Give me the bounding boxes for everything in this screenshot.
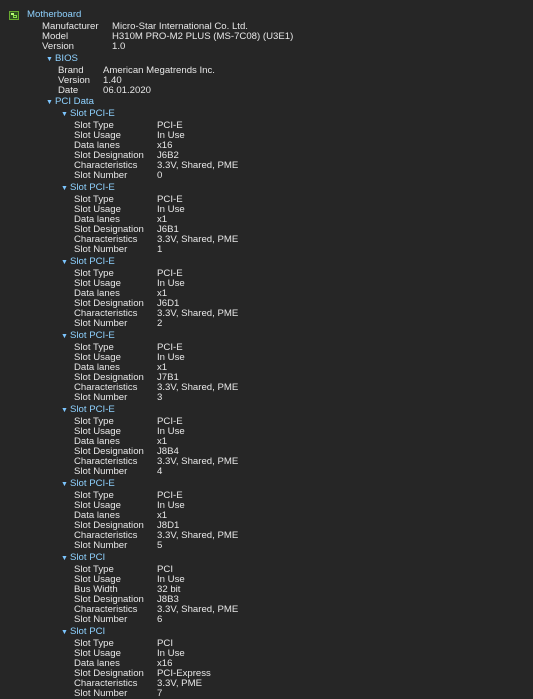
- version-label: Version: [42, 41, 74, 52]
- pci-data-title: PCI Data: [55, 96, 94, 107]
- slot-field-value: 1: [157, 244, 163, 255]
- slot-group[interactable]: [61, 183, 115, 193]
- slot-field-label: Data lanes: [74, 288, 120, 299]
- slot-field-value: 3.3V, Shared, PME: [157, 382, 239, 393]
- slot-field-value: PCI-E: [157, 268, 183, 279]
- slot-group[interactable]: [61, 109, 115, 119]
- expand-arrow-icon[interactable]: ▼: [61, 481, 68, 488]
- slot-field-value: 3.3V, Shared, PME: [157, 530, 239, 541]
- manufacturer-value: Micro-Star International Co. Ltd.: [112, 21, 248, 32]
- slot-field-label: Slot Type: [74, 268, 114, 279]
- slot-field-value: PCI-E: [157, 490, 183, 501]
- slot-field-value: In Use: [157, 352, 185, 363]
- slot-field-value: 3.3V, PME: [157, 678, 202, 689]
- bios-date-value: 06.01.2020: [103, 85, 152, 96]
- slot-field-value: PCI: [157, 564, 173, 575]
- slot-field-label: Slot Designation: [74, 594, 144, 605]
- slot-field-label: Slot Usage: [74, 648, 121, 659]
- expand-arrow-icon[interactable]: ▼: [46, 99, 53, 106]
- slot-field-value: In Use: [157, 648, 185, 659]
- slot-field-value: 3.3V, Shared, PME: [157, 308, 239, 319]
- motherboard-title[interactable]: [27, 10, 81, 20]
- slot-group[interactable]: [61, 405, 115, 415]
- slot-field-value: J6B1: [157, 224, 179, 235]
- slot-field-value: 3.3V, Shared, PME: [157, 160, 239, 171]
- slot-field-value: PCI-Express: [157, 668, 211, 679]
- slot-group[interactable]: [61, 331, 115, 341]
- bios-group[interactable]: [46, 54, 78, 64]
- slot-title: Slot PCI-E: [70, 108, 115, 119]
- slot-field-value: J7B1: [157, 372, 179, 383]
- slot-field-label: Characteristics: [74, 456, 138, 467]
- slot-field-value: In Use: [157, 278, 185, 289]
- bios-brand-value: American Megatrends Inc.: [103, 65, 215, 76]
- slot-title: Slot PCI: [70, 626, 106, 637]
- slot-field-value: 32 bit: [157, 584, 181, 595]
- slot-field-value: 3.3V, Shared, PME: [157, 234, 239, 245]
- slot-field-label: Slot Number: [74, 244, 128, 255]
- slot-field-label: Slot Type: [74, 194, 114, 205]
- slot-field-label: Slot Usage: [74, 352, 121, 363]
- slot-field-label: Slot Number: [74, 540, 128, 551]
- slot-group[interactable]: [61, 257, 115, 267]
- slot-field-value: In Use: [157, 500, 185, 511]
- slot-field-label: Slot Designation: [74, 150, 144, 161]
- slot-field-label: Slot Usage: [74, 426, 121, 437]
- slot-field-label: Data lanes: [74, 362, 120, 373]
- model-label: Model: [42, 31, 69, 42]
- slot-field-value: J8B4: [157, 446, 179, 457]
- expand-arrow-icon[interactable]: ▼: [61, 185, 68, 192]
- bios-version-label: Version: [58, 75, 90, 86]
- slot-field-label: Characteristics: [74, 678, 138, 689]
- slot-group[interactable]: [61, 627, 105, 637]
- slot-field-label: Data lanes: [74, 658, 120, 669]
- slot-field-value: 3.3V, Shared, PME: [157, 604, 239, 615]
- expand-arrow-icon[interactable]: ▼: [61, 629, 68, 636]
- slot-field-label: Slot Number: [74, 466, 128, 477]
- expand-arrow-icon[interactable]: ▼: [61, 407, 68, 414]
- slot-field-label: Slot Type: [74, 638, 114, 649]
- slot-field-label: Slot Usage: [74, 574, 121, 585]
- slot-field-value: 4: [157, 466, 163, 477]
- slot-field-label: Data lanes: [74, 436, 120, 447]
- expand-arrow-icon[interactable]: ▼: [61, 259, 68, 266]
- model-value: H310M PRO-M2 PLUS (MS-7C08) (U3E1): [112, 31, 294, 42]
- slot-field-value: In Use: [157, 204, 185, 215]
- slot-field-label: Slot Type: [74, 416, 114, 427]
- slot-field-value: 0: [157, 170, 163, 181]
- slot-field-value: 2: [157, 318, 163, 329]
- slot-field-label: Slot Designation: [74, 446, 144, 457]
- slot-field-value: x1: [157, 436, 168, 447]
- expand-arrow-icon[interactable]: ▼: [46, 56, 53, 63]
- slot-group[interactable]: [61, 479, 115, 489]
- slot-field-label: Slot Designation: [74, 668, 144, 679]
- slot-field-value: PCI-E: [157, 120, 183, 131]
- slot-field-label: Slot Usage: [74, 500, 121, 511]
- slot-title: Slot PCI-E: [70, 478, 115, 489]
- bios-brand-label: Brand: [58, 65, 84, 76]
- slot-field-value: 3: [157, 392, 163, 403]
- slot-field-value: J6D1: [157, 298, 180, 309]
- slot-field-label: Slot Designation: [74, 372, 144, 383]
- slot-field-label: Data lanes: [74, 140, 120, 151]
- slot-field-label: Slot Type: [74, 342, 114, 353]
- slot-field-value: J8D1: [157, 520, 180, 531]
- slot-field-label: Data lanes: [74, 214, 120, 225]
- slot-field-label: Slot Usage: [74, 204, 121, 215]
- expand-arrow-icon[interactable]: ▼: [61, 333, 68, 340]
- slot-field-value: PCI: [157, 638, 173, 649]
- slot-field-value: x16: [157, 140, 173, 151]
- slot-field-label: Slot Designation: [74, 298, 144, 309]
- slot-field-value: PCI-E: [157, 194, 183, 205]
- motherboard-icon: [9, 11, 19, 20]
- slot-field-value: J6B2: [157, 150, 179, 161]
- slot-field-label: Characteristics: [74, 530, 138, 541]
- motherboard-title-text: Motherboard: [27, 9, 82, 20]
- bios-title: BIOS: [55, 53, 78, 64]
- slot-field-label: Slot Designation: [74, 520, 144, 531]
- pci-data-group[interactable]: [46, 97, 94, 107]
- slot-field-label: Characteristics: [74, 382, 138, 393]
- slot-field-value: x1: [157, 288, 168, 299]
- slot-field-value: PCI-E: [157, 342, 183, 353]
- slot-title: Slot PCI-E: [70, 182, 115, 193]
- slot-field-label: Characteristics: [74, 604, 138, 615]
- slot-field-label: Characteristics: [74, 234, 138, 245]
- slot-title: Slot PCI-E: [70, 404, 115, 415]
- slot-field-label: Slot Number: [74, 318, 128, 329]
- slot-field-label: Data lanes: [74, 510, 120, 521]
- slot-field-value: x1: [157, 510, 168, 521]
- slot-field-value: 6: [157, 614, 163, 625]
- slot-field-label: Slot Usage: [74, 278, 121, 289]
- bios-version-value: 1.40: [103, 75, 122, 86]
- slot-field-value: x1: [157, 362, 168, 373]
- slot-field-label: Slot Type: [74, 120, 114, 131]
- bios-date-label: Date: [58, 85, 79, 96]
- slot-field-value: x16: [157, 658, 173, 669]
- version-value: 1.0: [112, 41, 126, 52]
- expand-arrow-icon[interactable]: ▼: [61, 555, 68, 562]
- slot-field-label: Slot Type: [74, 564, 114, 575]
- slot-field-value: 7: [157, 688, 163, 699]
- slot-field-label: Slot Number: [74, 170, 128, 181]
- slot-field-label: Slot Type: [74, 490, 114, 501]
- slot-title: Slot PCI: [70, 552, 106, 563]
- slot-field-label: Bus Width: [74, 584, 118, 595]
- slot-field-value: PCI-E: [157, 416, 183, 427]
- slot-field-label: Slot Number: [74, 392, 128, 403]
- slot-field-value: In Use: [157, 426, 185, 437]
- slot-field-label: Slot Number: [74, 614, 128, 625]
- slot-field-label: Characteristics: [74, 308, 138, 319]
- expand-arrow-icon[interactable]: ▼: [61, 111, 68, 118]
- slot-field-value: In Use: [157, 574, 185, 585]
- manufacturer-label: Manufacturer: [42, 21, 99, 32]
- slot-field-label: Slot Usage: [74, 130, 121, 141]
- slot-field-label: Slot Number: [74, 688, 128, 699]
- slot-title: Slot PCI-E: [70, 330, 115, 341]
- slot-field-value: x1: [157, 214, 168, 225]
- slot-field-value: J8B3: [157, 594, 179, 605]
- slot-group[interactable]: [61, 553, 105, 563]
- slot-title: Slot PCI-E: [70, 256, 115, 267]
- slot-field-value: 3.3V, Shared, PME: [157, 456, 239, 467]
- slot-field-value: In Use: [157, 130, 185, 141]
- slot-field-label: Characteristics: [74, 160, 138, 171]
- slot-field-value: 5: [157, 540, 163, 551]
- slot-field-label: Slot Designation: [74, 224, 144, 235]
